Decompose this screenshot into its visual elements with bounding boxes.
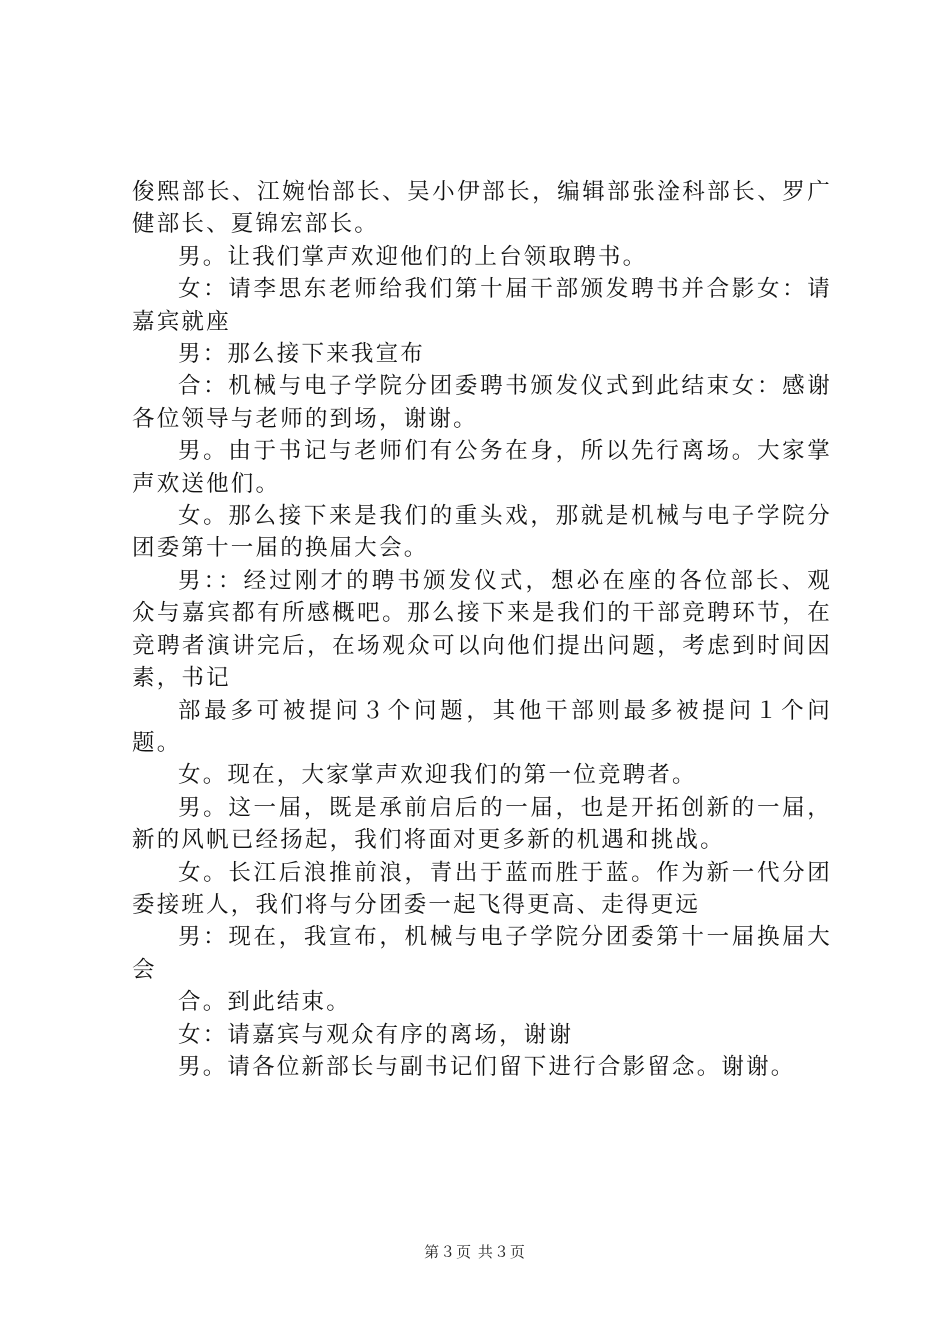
paragraph: 女。那么接下来是我们的重头戏，那就是机械与电子学院分团委第十一届的换届大会。 [132, 503, 832, 562]
paragraph: 女：请李思东老师给我们第十届干部颁发聘书并合影女：请嘉宾就座 [132, 276, 832, 335]
page-number-footer: 第３页 共３页 [424, 1243, 526, 1261]
paragraph: 男。请各位新部长与副书记们留下进行合影留念。谢谢。 [178, 1053, 796, 1080]
paragraph: 部最多可被提问３个问题，其他干部则最多被提问１个问题。 [132, 697, 832, 756]
document-body [132, 176, 832, 1083]
paragraph: 合。到此结束。 [178, 989, 351, 1016]
paragraph: 男。这一届，既是承前启后的一届，也是开拓创新的一届，新的风帆已经扬起，我们将面对更多新的机遇和挑战。 [132, 794, 832, 854]
paragraph: 女。长江后浪推前浪，青出于蓝而胜于蓝。作为新一代分团委接班人，我们将与分团委一起飞得更高、走得更远 [132, 859, 832, 918]
paragraph: 男：那么接下来我宣布 [178, 341, 426, 368]
paragraph: 男：：经过刚才的聘书颁发仪式，想必在座的各位部长、观众与嘉宾都有所感概吧。那么接下来是我们的干部竞聘环节，在竞聘者演讲完后，在场观众可以向他们提出问题，考虑到时间因素，书记 [132, 567, 832, 692]
paragraph: 女：请嘉宾与观众有序的离场，谢谢 [178, 1021, 574, 1048]
paragraph: 男。让我们掌声欢迎他们的上台领取聘书。 [178, 243, 648, 270]
paragraph: 俊熙部长、江婉怡部长、吴小伊部长，编辑部张淦科部长、罗广健部长、夏锦宏部长。 [132, 179, 832, 238]
paragraph: 男。由于书记与老师们有公务在身，所以先行离场。大家掌声欢送他们。 [132, 438, 832, 497]
paragraph: 合：机械与电子学院分团委聘书颁发仪式到此结束女：感谢各位领导与老师的到场，谢谢。 [132, 373, 832, 432]
paragraph: 女。现在，大家掌声欢迎我们的第一位竞聘者。 [178, 762, 697, 789]
paragraph: 男：现在，我宣布，机械与电子学院分团委第十一届换届大会 [132, 924, 832, 983]
